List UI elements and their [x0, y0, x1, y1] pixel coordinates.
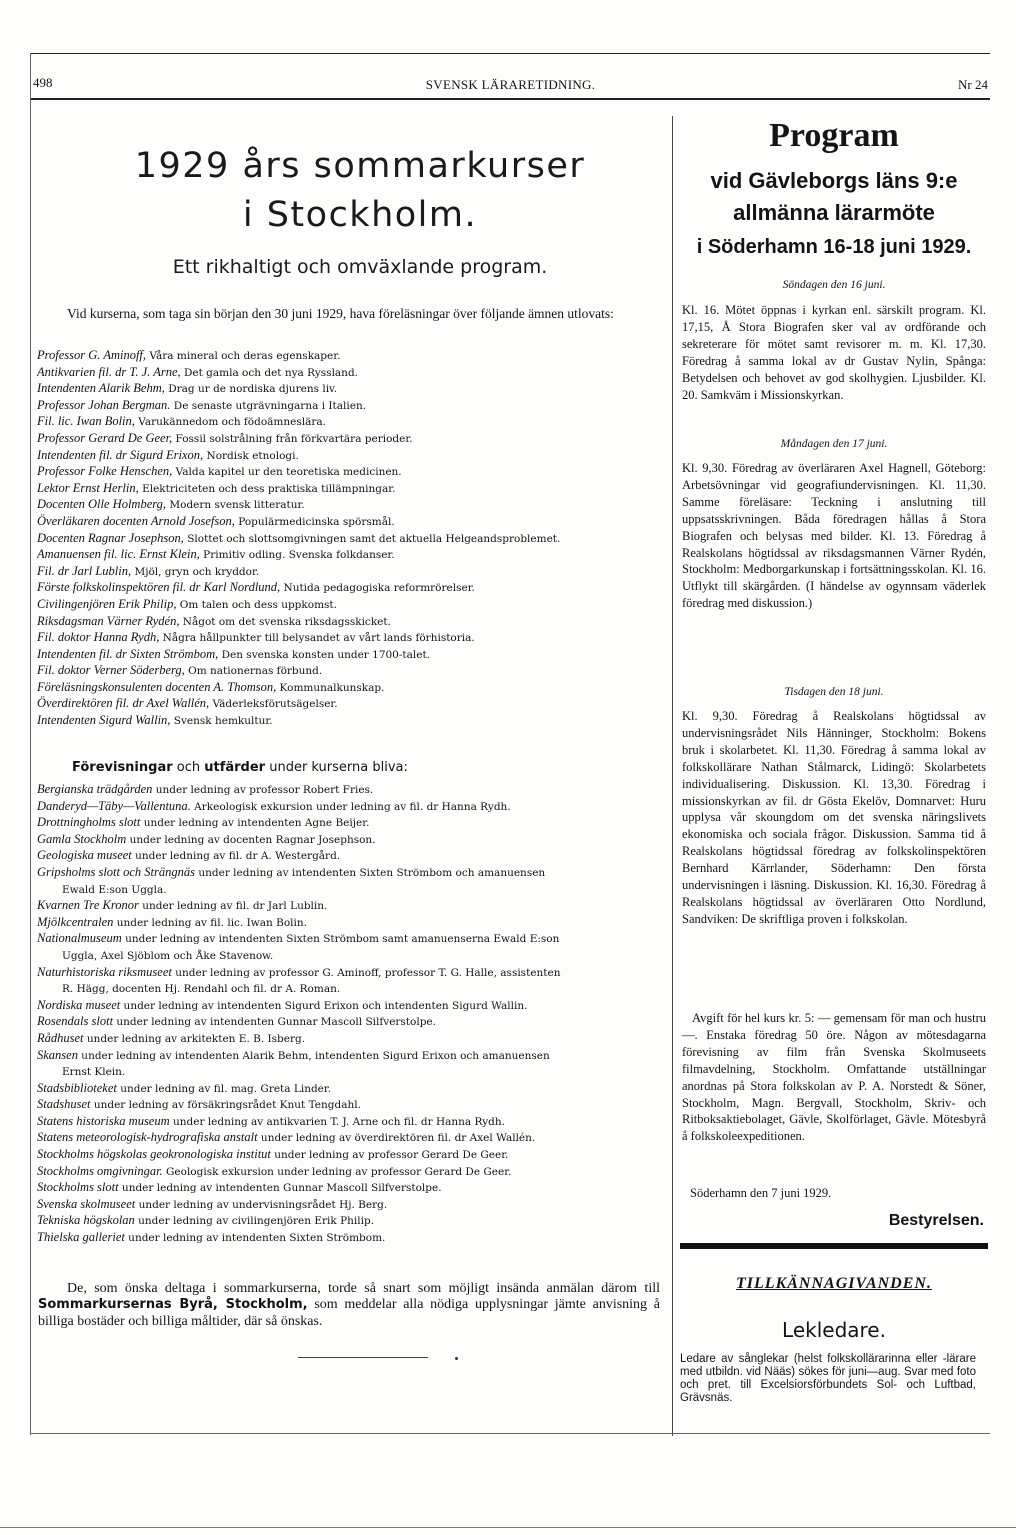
lecture-topic: Våra mineral och deras egenskaper.	[146, 350, 341, 362]
header-rule-top	[30, 53, 990, 54]
visit-leader: under ledning av försäkringsrådet Knut Tengdahl.	[90, 1099, 361, 1112]
visit-item	[37, 832, 667, 849]
visit-leader: under ledning av professor G. Aminoff, professor T. G. Halle, assistenten	[171, 966, 561, 979]
lecture-item	[37, 348, 667, 365]
visit-item	[37, 815, 667, 832]
ad-text: Ledare av sånglekar (helst folkskollärarinna eller -lärare med utbildn. vid Nääs) sökes för juni—aug. Svar med foto och pret. till Excelsiorsförbundets Sol- och Luftbad, Grävsnäs.	[680, 1353, 976, 1404]
visit-leader: under ledning av intendenten Agne Beijer.	[140, 817, 370, 830]
visit-place: Mjölkcentralen	[37, 914, 114, 929]
lecture-topic: Varukännedom och födoämneslära.	[134, 416, 326, 429]
lecturer-name: Docenten Olle Holmberg,	[37, 497, 167, 512]
visit-item	[37, 915, 667, 932]
lecturer-name: Intendenten fil. dr Sigurd Erixon,	[37, 447, 204, 462]
closing-rule	[298, 1357, 428, 1358]
visit-leader: under ledning av arkitekten E. B. Isberg.	[83, 1032, 306, 1045]
visit-item	[37, 981, 667, 998]
visit-item	[37, 898, 667, 915]
visit-leader: under ledning av docenten Ragnar Josephson.	[126, 833, 376, 846]
lecture-topic: Den svenska konsten under 1700-talet.	[218, 648, 431, 661]
visit-item	[37, 1031, 667, 1048]
visits-heading	[72, 760, 408, 775]
visit-leader: under ledning av professor Robert Fries.	[152, 784, 374, 796]
lecture-topic: Det gamla och det nya Ryssland.	[180, 366, 359, 379]
visit-place: Rosendals slott	[37, 1014, 114, 1029]
closing-paragraph	[38, 1281, 660, 1330]
visit-item	[37, 1197, 667, 1214]
header-rule	[30, 98, 990, 100]
lecturer-name: Förste folkskolinspektören fil. dr Karl Nordlund,	[37, 580, 281, 595]
visit-item	[37, 882, 667, 899]
visit-leader: under ledning av antikvarien T. J. Arne och fil. dr Hanna Rydh.	[169, 1115, 505, 1128]
board-signature: Bestyrelsen.	[888, 1212, 984, 1229]
article-title-line2: i Stockholm.	[242, 195, 478, 235]
visits-heading-c: utfärder	[204, 760, 266, 775]
left-margin-rule	[30, 53, 31, 1435]
program-line4: i Söderhamn 16-18 juni 1929.	[696, 236, 972, 258]
lecture-topic: Modern svensk litteratur.	[166, 499, 305, 512]
lecture-topic: Väderleksförutsägelser.	[209, 698, 338, 711]
visit-item	[37, 782, 667, 799]
page-bottom-rule	[0, 1527, 1016, 1528]
lecture-topic: Om nationernas förbund.	[184, 665, 323, 678]
lecture-topic: Kommunalkunskap.	[276, 681, 385, 694]
signature-place-date: Söderhamn den 7 juni 1929.	[690, 1186, 832, 1200]
program-title: Program	[769, 117, 899, 154]
visit-place: Nordiska museet	[37, 997, 121, 1012]
visit-item	[37, 1081, 667, 1098]
visit-place: Thielska galleriet	[37, 1230, 125, 1245]
lecture-topic: Nordisk etnologi.	[203, 449, 299, 462]
visit-leader: under ledning av intendenten Sixten Strömbom samt amanuenserna Ewald E:son	[121, 933, 560, 946]
visit-item	[37, 1097, 667, 1114]
day2-heading: Måndagen den 17 juni.	[780, 438, 888, 450]
visit-place: Bergianska trädgården	[37, 782, 153, 796]
visit-item	[37, 1213, 667, 1230]
visit-item	[37, 1147, 667, 1164]
lecturer-name: Föreläsningskonsulenten docenten A. Thomson,	[37, 679, 277, 694]
lecture-item	[37, 597, 667, 614]
lecturer-name: Professor G. Aminoff,	[37, 348, 147, 362]
lecture-item	[37, 696, 667, 713]
lecture-topic: Elektriciteten och dess praktiska tillämpningar.	[138, 482, 396, 495]
day1-text: Kl. 16. Mötet öppnas i kyrkan enl. särskilt program. Kl. 17,15, Å Stora Biografen sker val av ordförande och sekreterare för mötet samt revisorer m. m. Kl. 17,30. Föredrag å samma lokal av dr Gustav Nylin, Spånga: Betydelsen och behovet av god skolhygien. Ljusbilder. Kl. 20. Samkväm i Missionskyrkan.	[682, 303, 986, 402]
lecture-item	[37, 431, 667, 448]
visit-place: Stockholms slott	[37, 1180, 119, 1195]
visit-place: Gamla Stockholm	[37, 831, 127, 846]
visit-item	[37, 848, 667, 865]
visits-heading-d: under kurserna bliva:	[265, 760, 408, 775]
program-line2: vid Gävleborgs läns 9:e	[710, 168, 958, 193]
article-title-line1: 1929 års sommarkurser	[134, 146, 586, 186]
visit-leader: Geologisk exkursion under ledning av professor Gerard De Geer.	[162, 1165, 512, 1178]
visit-leader: under ledning av civilingenjören Erik Philip.	[134, 1215, 375, 1228]
lecture-topic: Primitiv odling. Svenska folkdanser.	[199, 549, 395, 562]
visit-place: Drottningholms slott	[37, 815, 141, 830]
visit-item	[37, 1164, 667, 1181]
visit-place: Stockholms högskolas geokronologiska institut	[37, 1147, 271, 1162]
visit-place: Kvarnen Tre Kronor	[37, 898, 139, 913]
visit-leader: R. Hägg, docenten Hj. Rendahl och fil. dr A. Roman.	[62, 983, 341, 996]
visit-leader: under ledning av intendenten Sixten Strömbom och amanuensen	[195, 866, 546, 879]
visit-place: Nationalmuseum	[37, 931, 122, 946]
lecturer-name: Överläkaren docenten Arnold Josefson,	[37, 513, 235, 528]
intro-paragraph: Vid kurserna, som taga sin början den 30 juni 1929, hava föreläsningar över följande ämnen utlovats:	[67, 306, 614, 321]
visit-place: Naturhistoriska riksmuseet	[37, 964, 172, 979]
bottom-rule	[30, 1433, 990, 1434]
lecture-topic: Något om det svenska riksdagsskicket.	[179, 615, 391, 628]
visit-leader: under ledning av intendenten Gunnar Mascoll Silfverstolpe.	[118, 1182, 442, 1195]
visit-item	[37, 1048, 667, 1065]
visit-leader: Ernst Klein.	[62, 1066, 126, 1079]
lecturer-name: Docenten Ragnar Josephson,	[37, 530, 184, 545]
visit-item	[37, 1180, 667, 1197]
lecturer-name: Lektor Ernst Herlin,	[37, 480, 139, 495]
visit-place: Stockholms omgivningar.	[37, 1163, 163, 1178]
article-subtitle: Ett rikhaltigt och omväxlande program.	[172, 256, 548, 278]
lecture-topic: Fossil solstrålning från förkvartära perioder.	[172, 432, 413, 445]
fees-text: Avgift för hel kurs kr. 5: — gemensam för man och hustru —. Enstaka föredrag 50 öre. Någon av mötesdagarna förevisning av film från Svenska Skolmuseets filmavdelning, Stockholm. Omfattande utställningar anordnas på Stora folkskolan av P. A. Norstedt & Söner, Stockholm, Magn. Bergvall, Stockholm, Skriv- och Ritboksaktiebolaget, Gävle, Skolförlaget, Gävle. Mötesbyrå å folkskoleexpeditionen.	[682, 1011, 986, 1144]
visit-item	[37, 1114, 667, 1131]
notice-rule-thick	[680, 1243, 988, 1249]
visit-item	[37, 799, 667, 816]
visit-leader: under ledning av intendenten Alarik Behm, intendenten Sigurd Erixon och amanuensen	[77, 1049, 550, 1062]
closing-text-c: som meddelar alla nödiga upplysningar jämte anvisning å billiga bostäder och billiga måltider, där så önskas.	[38, 1297, 660, 1329]
day2-text: Kl. 9,30. Föredrag av överläraren Axel Hagnell, Göteborg: Arbetsövningar vid geografiundervisningen. Kl. 11,30. Samme föreläsare: Teckning i anslutning till uppsatsskrivningen. Båda föredragen hållas å Stora Biografen och belysas med bilder. Kl. 13. Föredrag å Realskolans högtidssal av riksdagsmannen Värner Rydén, Stockholm: Medborgarkunskap i fortsättningsskolan. Kl. 16. Utflykt till skärgården. (I händelse av ogynnsam väderlek föredrag med diskussion.)	[682, 461, 986, 611]
visit-place: Geologiska museet	[37, 848, 132, 863]
lecture-topic: Mjöl, gryn och kryddor.	[131, 565, 260, 578]
lecture-item	[37, 614, 667, 631]
lecturer-name: Professor Folke Henschen,	[37, 464, 173, 479]
lecture-topic: Populärmedicinska spörsmål.	[234, 515, 395, 528]
visit-item	[37, 931, 667, 948]
visit-leader: under ledning av undervisningsrådet Hj. Berg.	[135, 1198, 388, 1211]
lecture-item	[37, 663, 667, 680]
lecture-topic: De senaste utgrävningarna i Italien.	[170, 399, 367, 412]
lecturer-name: Professor Gerard De Geer,	[37, 430, 173, 445]
lecture-topic: Valda kapitel ur den teoretiska medicinen.	[172, 466, 402, 479]
visit-item	[37, 865, 667, 882]
visit-place: Stadshuset	[37, 1097, 91, 1112]
lecturer-name: Intendenten fil. dr Sixten Strömbom,	[37, 646, 219, 661]
visit-place: Stadsbiblioteket	[37, 1080, 117, 1095]
visit-leader: under ledning av fil. dr A. Westergård.	[131, 850, 341, 863]
visit-leader: Arkeologisk exkursion under ledning av fil. dr Hanna Rydh.	[190, 800, 511, 813]
visit-leader: under ledning av fil. mag. Greta Linder.	[116, 1082, 332, 1095]
visit-item	[37, 965, 667, 982]
lecture-item	[37, 414, 667, 431]
visit-place: Svenska skolmuseet	[37, 1196, 136, 1211]
lecturer-name: Antikvarien fil. dr T. J. Arne,	[37, 364, 181, 379]
lecturer-name: Fil. dr Jarl Lublin,	[37, 563, 132, 578]
lecturer-name: Intendenten Alarik Behm,	[37, 381, 165, 396]
lecture-item	[37, 680, 667, 697]
lecturer-name: Riksdagsman Värner Rydén,	[37, 613, 180, 628]
visit-place: Danderyd—Täby—Vallentuna.	[37, 798, 191, 813]
lecture-item	[37, 448, 667, 465]
lecturer-name: Professor Johan Bergman.	[37, 397, 171, 412]
column-divider	[672, 116, 673, 1436]
lecture-list	[37, 348, 667, 730]
lecture-topic: Några hållpunkter till belysandet av vårt lands förhistoria.	[159, 632, 475, 645]
program-line3: allmänna lärarmöte	[733, 200, 935, 225]
visit-place: Gripsholms slott och Strängnäs	[37, 864, 196, 879]
lecture-item	[37, 481, 667, 498]
lecture-item	[37, 547, 667, 564]
lecture-item	[37, 381, 667, 398]
lecturer-name: Fil. doktor Hanna Rydh,	[37, 630, 160, 645]
stray-dot	[455, 1357, 458, 1360]
page-header	[33, 75, 988, 95]
lecture-item	[37, 564, 667, 581]
lecturer-name: Överdirektören fil. dr Axel Wallén,	[37, 696, 210, 711]
day1-heading: Söndagen den 16 juni.	[782, 279, 886, 291]
lecturer-name: Fil. doktor Verner Söderberg,	[37, 663, 185, 678]
visit-leader: Ewald E:son Uggla.	[62, 883, 167, 896]
visits-heading-b: och	[172, 760, 205, 775]
visit-leader: under ledning av fil. lic. Iwan Bolin.	[113, 916, 307, 929]
visit-leader: under ledning av professor Gerard De Geer.	[270, 1149, 509, 1162]
visit-leader: under ledning av intendenten Sixten Strömbom.	[124, 1232, 386, 1245]
lecture-topic: Drag ur de nordiska djurens liv.	[164, 383, 338, 396]
lecture-item	[37, 630, 667, 647]
day3-text: Kl. 9,30. Föredrag å Realskolans högtidssal av undervisningsrådet Nils Hänninger, Stockholm: Bokens bruk i skolarbetet. Kl. 11,30. Föredrag å samma lokal av folkskollärare Nathan Stålmarck, Lidingö: Skolarbetets individualisering. Diskussion. Kl. 13,30. Föredrag i missionskyrkan av fil. dr Gösta Ekelöv, Domnarvet: Huru upplysa vår skoungdom om det svenska näringslivets ekonomiska och sociala frågor. Diskussion. Samma tid å Realskolans högtidssal föredrag av folkskolinspektören Bernhard Kärrlander, Söderhamn: Den första undervisningen i läsning. Diskussion. Kl. 16,30. Föredrag å Realskolans högtidssal av överläraren Otto Nordlund, Sandviken: De skriftliga proven i folkskolan.	[682, 709, 986, 926]
day3-heading: Tisdagen den 18 juni.	[784, 686, 884, 698]
visit-item	[37, 1014, 667, 1031]
visit-item	[37, 948, 667, 965]
visit-item	[37, 1230, 667, 1247]
lecture-topic: Om talen och dess uppkomst.	[176, 598, 337, 611]
visit-item	[37, 1064, 667, 1081]
notice-heading: TILLKÄNNAGIVANDEN.	[736, 1275, 932, 1292]
visits-heading-a: Förevisningar	[72, 760, 173, 775]
lecturer-name: Fil. lic. Iwan Bolin,	[37, 414, 135, 429]
closing-text-a: De, som önska deltaga i sommarkurserna, torde så snart som möjligt insända anmälan därom till	[67, 1281, 660, 1296]
lecturer-name: Civilingenjören Erik Philip,	[37, 596, 177, 611]
page-number: 498	[33, 75, 53, 90]
visit-item	[37, 998, 667, 1015]
visit-leader: under ledning av överdirektören fil. dr Axel Wallén.	[257, 1132, 536, 1145]
visit-leader: under ledning av intendenten Gunnar Mascoll Silfverstolpe.	[113, 1016, 436, 1029]
visits-list	[37, 782, 667, 1247]
lecture-item	[37, 713, 667, 730]
lecture-item	[37, 647, 667, 664]
visit-leader: under ledning av fil. dr Jarl Lublin.	[138, 900, 328, 913]
ad-title: Lekledare.	[782, 1318, 886, 1342]
visit-leader: Uggla, Axel Sjöblom och Åke Stavenow.	[62, 949, 274, 962]
visit-place: Tekniska högskolan	[37, 1213, 135, 1228]
lecture-item	[37, 531, 667, 548]
closing-office-name: Sommarkursernas Byrå, Stockholm,	[38, 1297, 308, 1313]
lecture-item	[37, 464, 667, 481]
lecture-item	[37, 580, 667, 597]
visit-place: Rådhuset	[37, 1030, 84, 1045]
lecture-topic: Svensk hemkultur.	[170, 715, 273, 728]
visit-place: Statens historiska museum	[37, 1113, 170, 1128]
visit-leader: under ledning av intendenten Sigurd Erixon och intendenten Sigurd Wallin.	[120, 999, 528, 1012]
lecture-item	[37, 497, 667, 514]
issue-number: Nr 24	[958, 77, 988, 92]
visit-item	[37, 1130, 667, 1147]
newspaper-title: SVENSK LÄRARETIDNING.	[425, 77, 596, 92]
lecture-item	[37, 514, 667, 531]
lecturer-name: Amanuensen fil. lic. Ernst Klein,	[37, 547, 200, 562]
lecturer-name: Intendenten Sigurd Wallin,	[37, 713, 171, 728]
lecture-item	[37, 365, 667, 382]
visit-place: Statens meteorologisk-hydrografiska anstalt	[37, 1130, 258, 1145]
lecture-item	[37, 398, 667, 415]
lecture-topic: Slottet och slottsomgivningen samt det aktuella Helgeandsproblemet.	[183, 532, 561, 545]
visit-place: Skansen	[37, 1047, 78, 1062]
lecture-topic: Nutida pedagogiska reformrörelser.	[280, 582, 475, 595]
